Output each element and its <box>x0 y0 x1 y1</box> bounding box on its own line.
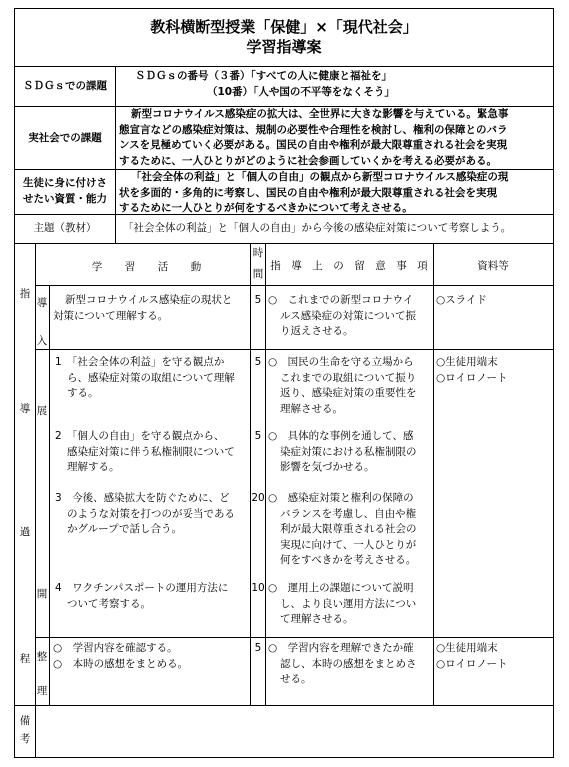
dev-time-1: 5 <box>254 356 262 368</box>
summary-materials: ○生徒用端末 ○ロイロノート <box>436 642 508 670</box>
dev-note-2: ○ 具体的な事例を通して、感 染症対策における私権制限の 影響を気づかせる。 <box>268 430 417 473</box>
dev-activity-4: 4 ワクチンパスポートの運用方法に ついて考察する。 <box>55 582 229 610</box>
remarks-label-1: 備 <box>19 715 31 727</box>
phase-summary-1: 整 <box>36 651 48 663</box>
intro-note: ○ これまでの新型コロナウイ ルス感染症の対策について振 り返えさせる。 <box>268 294 416 337</box>
process-label-2: 過 <box>19 526 31 538</box>
header-activity: 学 習 活 動 <box>91 261 208 273</box>
theme-text: 「社会全体の利益」と「個人の自由」から今後の感染症対策について考察しよう。 <box>123 222 512 234</box>
phase-summary-2: 理 <box>36 685 48 697</box>
dev-note-4: ○ 運用上の課題について説明 し、より良い運用方法につい て理解させる。 <box>268 582 417 625</box>
phase-intro-2: 入 <box>36 335 48 347</box>
phase-dev-1: 展 <box>36 405 48 417</box>
summary-activity: ○ 学習内容を確認する。 ○ 本時の感想をまとめる。 <box>53 642 189 670</box>
document-title <box>15 17 553 57</box>
skills-text: 「社会全体の利益」と「個人の自由」の観点から新型コロナウイルス感染症の現 状を多面的・多角的に考察し、国民の自由や権利が最大限尊重される社会を実現 するために一人ひとりが何をするべきかについて考えさせる。 <box>119 171 509 214</box>
remarks-label-2: 考 <box>19 733 31 745</box>
dev-note-3: ○ 感染症対策と権利の保障の バランスを考慮し、自由や権 利が最大限尊重される社会の 実現に向けて、一人ひとりが 何をすべきかを考えさせる。 <box>268 492 417 566</box>
sdgs-goal-3: ＳＤＧｓの番号（３番）「すべての人に健康と福祉を」 <box>135 70 393 82</box>
intro-activity: 新型コロナウイルス感染症の現状と 対策について理解する。 <box>53 294 233 322</box>
intro-material: ○スライド <box>436 294 487 306</box>
sdgs-goals <box>135 69 545 100</box>
process-label-1: 導 <box>19 403 31 415</box>
lesson-plan-sheet <box>14 8 554 758</box>
title-line-1: 教科横断型授業「保健」×「現代社会」 <box>150 18 418 36</box>
header-notes: 指 導 上 の 留 意 事 項 <box>270 260 428 272</box>
dev-materials-1: ○生徒用端末 ○ロイロノート <box>436 356 508 384</box>
title-line-2: 学習指導案 <box>246 38 322 56</box>
theme-label: 主題（教材） <box>33 222 97 234</box>
phase-intro-1: 導 <box>36 297 48 309</box>
dev-time-3: 20 <box>251 492 265 504</box>
intro-time: 5 <box>254 294 262 306</box>
summary-time: 5 <box>254 642 262 654</box>
summary-note: ○ 学習内容を理解できたか確 認し、本時の感想をまとめさ せる。 <box>268 642 417 685</box>
header-materials: 資料等 <box>477 260 509 272</box>
society-text: 新型コロナウイルス感染症の拡大は、全世界に大きな影響を与えている。緊急事 態宣言などの感染症対策は、規制の必要性や合理性を検討し、権利の保障とのバラ ンスを見極めていく必要がある。国民の自由や権利が最大限尊重される社会を実現 するために、一人ひとりがどのように社会参画していくかを考える必要がある。 <box>119 108 509 167</box>
phase-dev-2: 開 <box>36 588 48 600</box>
dev-time-2: 5 <box>254 430 262 442</box>
sdgs-label: ＳＤＧｓでの課題 <box>23 80 107 92</box>
side-label-char: 指 <box>19 288 31 300</box>
society-label: 実社会での課題 <box>28 132 102 144</box>
dev-activity-1: 1 「社会全体の利益」を守る観点か ら、感染症対策の取組について理解 する。 <box>55 356 235 399</box>
header-time: 時 間 <box>252 247 264 280</box>
process-label-3: 程 <box>19 653 31 665</box>
sdgs-goal-10: （10番）「人や国の不平等をなくそう」 <box>207 85 395 98</box>
dev-time-4: 10 <box>251 582 265 594</box>
skills-label: 生徒に身に付けさ せたい資質・能力 <box>23 177 107 205</box>
dev-activity-2: 2 「個人の自由」を守る観点から、 感染症対策に伴う私権制限について 理解する。 <box>55 430 235 473</box>
dev-activity-3: 3 今後、感染拡大を防ぐために、ど のような対策を打つのが妥当である かグループで話し合う。 <box>55 492 235 535</box>
dev-note-1: ○ 国民の生命を守る立場から これまでの取組について振り 返り、感染症対策の重要性を 理解させる。 <box>268 356 417 415</box>
